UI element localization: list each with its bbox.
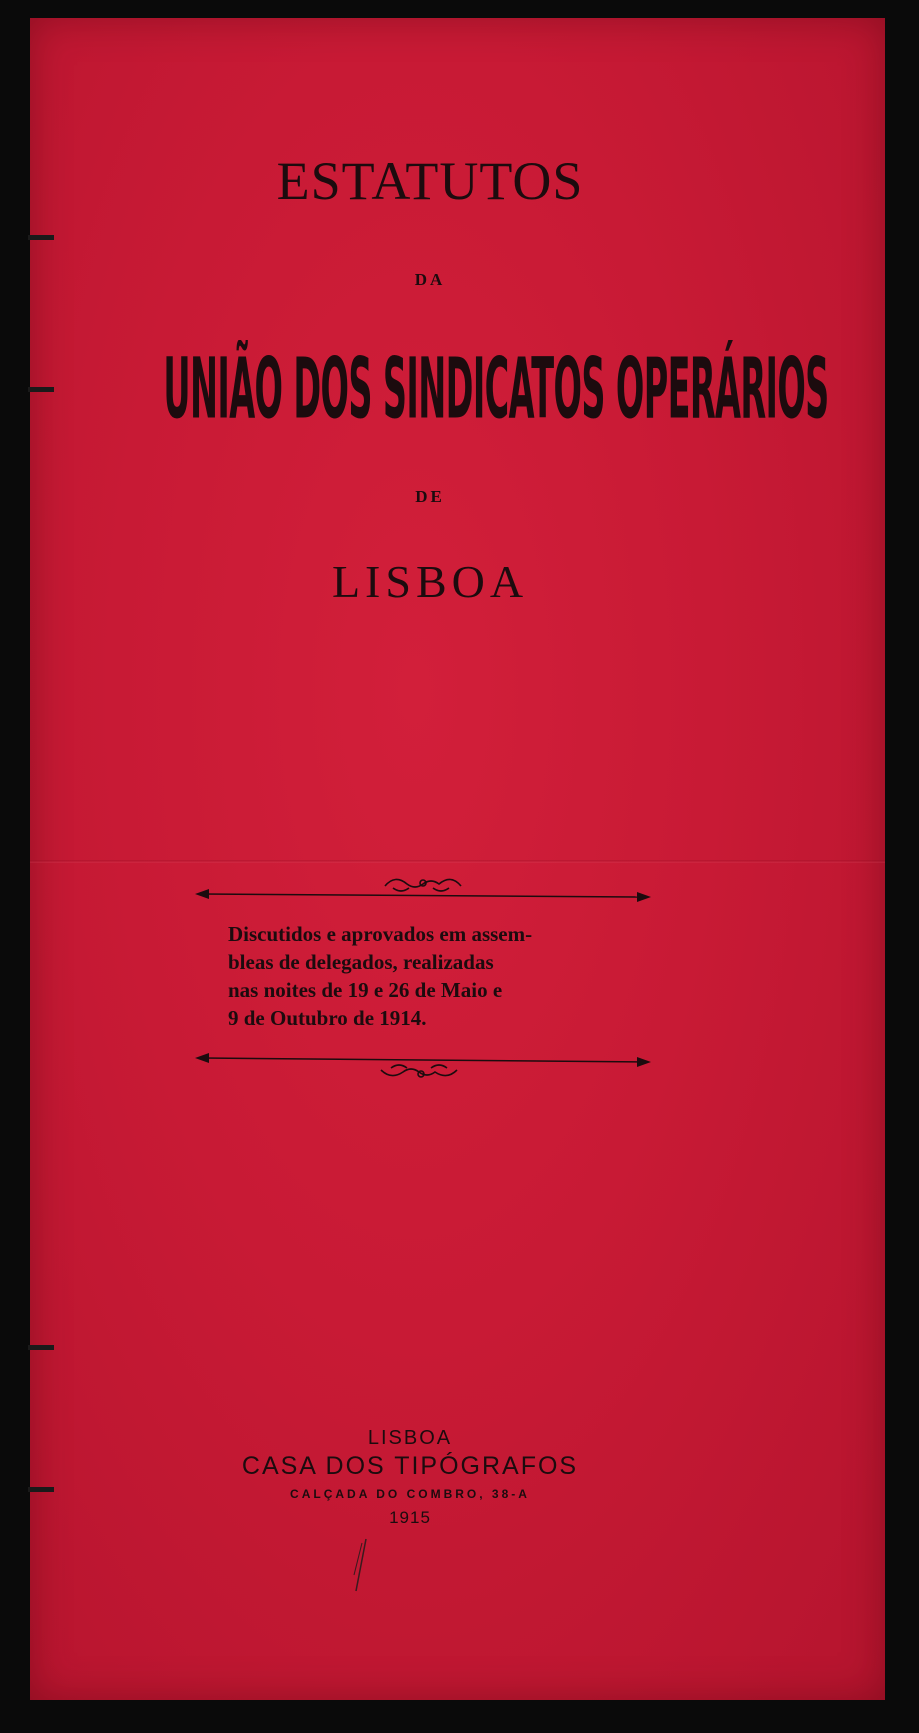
connector-de: DE <box>415 487 445 506</box>
imprint-street: CALÇADA DO COMBRO, 38-A <box>290 1487 530 1501</box>
page-fold-crease <box>30 860 885 863</box>
flourish-ornament-icon <box>385 879 461 891</box>
connector-da: DA <box>414 270 446 289</box>
note-line: nas noites de 19 e 26 de Maio e <box>228 978 503 1002</box>
ornamental-rule-top <box>193 868 653 908</box>
binding-staple <box>28 1345 54 1350</box>
imprint-year: 1915 <box>389 1508 431 1527</box>
city-name: LISBOA <box>331 556 529 607</box>
cover-title: ESTATUTOS <box>276 151 584 211</box>
imprint-publisher: CASA DOS TIPÓGRAFOS <box>241 1452 579 1480</box>
note-line: bleas de delegados, realizadas <box>228 950 494 974</box>
imprint-place: LISBOA <box>367 1427 453 1449</box>
ornamental-rule-bottom <box>193 1042 653 1082</box>
approval-note <box>228 920 628 1032</box>
binding-staple <box>28 387 54 392</box>
note-line: 9 de Outubro de 1914. <box>228 1006 427 1030</box>
organization-name: UNIÃO DOS SINDICATOS OPERÁRIOS <box>163 340 829 438</box>
binding-staple <box>28 235 54 240</box>
pencil-mark-icon <box>350 1535 370 1595</box>
note-line: Discutidos e aprovados em assem- <box>228 922 533 946</box>
flourish-ornament-icon <box>381 1065 457 1077</box>
